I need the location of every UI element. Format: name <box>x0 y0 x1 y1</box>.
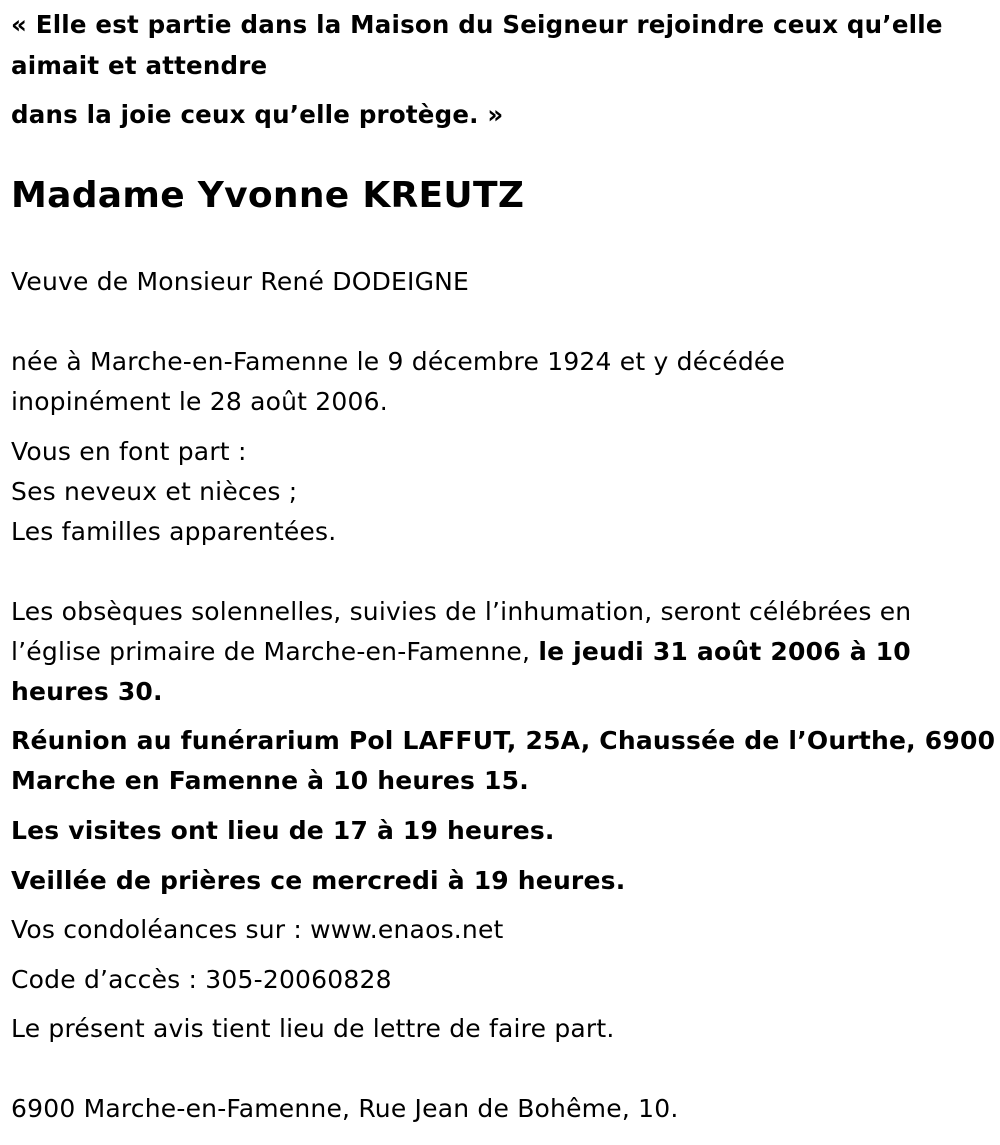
birth-line-2: inopinément le 28 août 2006. <box>11 387 388 416</box>
meeting-line-1: Réunion au funérarium Pol LAFFUT, 25A, Chaussée de l’Ourthe, 6900 <box>11 726 996 755</box>
announcers-intro: Vous en font part : <box>11 437 247 466</box>
funeral-line-2 <box>11 632 911 672</box>
birth-line-1: née à Marche-en-Famenne le 9 décembre 1924 et y décédée <box>11 347 786 376</box>
quote-line-2: aimait et attendre <box>11 51 268 80</box>
funeral-date: le jeudi 31 août 2006 à 10 <box>538 637 911 666</box>
funeral-time: heures 30. <box>11 677 163 706</box>
quote-line-3: dans la joie ceux qu’elle protège. » <box>11 100 504 129</box>
access-code: Code d’accès : 305-20060828 <box>11 965 392 994</box>
condolences-info: Vos condoléances sur : www.enaos.net <box>11 915 504 944</box>
notice-text: Le présent avis tient lieu de lettre de faire part. <box>11 1014 615 1043</box>
meeting-line-2: Marche en Famenne à 10 heures 15. <box>11 766 529 795</box>
address: 6900 Marche-en-Famenne, Rue Jean de Bohême, 10. <box>11 1094 679 1123</box>
deceased-name: Madame Yvonne KREUTZ <box>11 175 525 216</box>
funeral-place: l’église primaire de Marche-en-Famenne, <box>11 637 539 666</box>
announcers-item: Les familles apparentées. <box>11 517 337 546</box>
announcers-item: Ses neveux et nièces ; <box>11 477 298 506</box>
funeral-line-1: Les obsèques solennelles, suivies de l’inhumation, seront célébrées en <box>11 597 912 626</box>
quote-line-1: « Elle est partie dans la Maison du Seigneur rejoindre ceux qu’elle <box>11 10 943 39</box>
visits-info: Les visites ont lieu de 17 à 19 heures. <box>11 816 555 845</box>
vigil-info: Veillée de prières ce mercredi à 19 heures. <box>11 866 626 895</box>
widow-of: Veuve de Monsieur René DODEIGNE <box>11 267 470 296</box>
